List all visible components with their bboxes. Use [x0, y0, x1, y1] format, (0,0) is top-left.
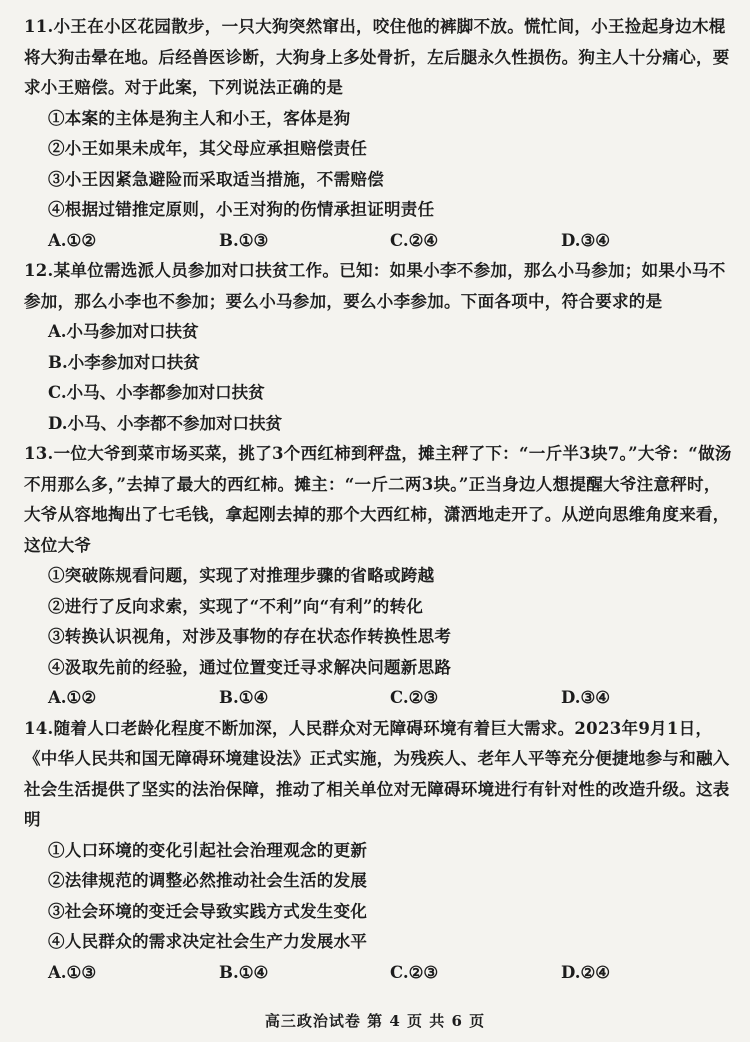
statement-3: ③转换认识视角，对涉及事物的存在状态作转换性思考 — [48, 627, 452, 646]
option-b: B.①④ — [219, 962, 269, 982]
option-d: D.小马、小李都不参加对口扶贫 — [48, 413, 282, 433]
answer-options — [24, 958, 732, 989]
option-a: A.①② — [48, 230, 97, 250]
option-a: A.①② — [48, 688, 97, 707]
question-13 — [24, 439, 732, 714]
option-b: B.小李参加对口扶贫 — [48, 352, 200, 372]
option-d: D.③④ — [561, 688, 611, 707]
statement-4: ④汲取先前的经验，通过位置变迁寻求解决问题新思路 — [48, 657, 452, 677]
question-stem: 13.一位大爷到菜市场买菜，挑了3个西红柿到秤盘，摊主秤了下：“一斤半3块7。”大爷：“做汤不用那么多，”去掉了最大的西红柿。摊主：“一斤二两3块。”正当身边人想提醒大爷注意秤时，大爷从容地掏出了七毛钱，拿起刚去掉的那个大西红柿，潇洒地走开了。从逆向思维角度来看，这位大爷 — [24, 444, 732, 555]
statement-2: ②进行了反向求索，实现了“不利”向“有利”的转化 — [48, 596, 424, 616]
answer-options — [24, 683, 732, 714]
question-stem: 11.小王在小区花园散步，一只大狗突然窜出，咬住他的裤脚不放。慌忙间，小王捡起身边木棍将大狗击晕在地。后经兽医诊断，大狗身上多处骨折，左后腿永久性损伤。狗主人十分痛心，要求小王赔偿。对于此案，下列说法正确的是 — [24, 17, 730, 97]
option-d: D.②④ — [561, 962, 611, 982]
question-11 — [24, 12, 732, 256]
option-d: D.③④ — [561, 230, 611, 250]
option-c: C.小马、小李都参加对口扶贫 — [48, 383, 265, 402]
option-a: A.小马参加对口扶贫 — [48, 322, 199, 341]
option-a: A.①③ — [48, 962, 97, 982]
statement-4: ④根据过错推定原则，小王对狗的伤情承担证明责任 — [48, 200, 435, 219]
statement-3: ③小王因紧急避险而采取适当措施，不需赔偿 — [48, 169, 384, 189]
option-b: B.①③ — [219, 230, 269, 250]
question-stem: 14.随着人口老龄化程度不断加深，人民群众对无障碍环境有着巨大需求。2023年9月1日，《中华人民共和国无障碍环境建设法》正式实施，为残疾人、老年人平等充分便捷地参与和融入社会生活提供了坚实的法治保障，推动了相关单位对无障碍环境进行有针对性的改造升级。这表明 — [24, 718, 730, 829]
statement-2: ②小王如果未成年，其父母应承担赔偿责任 — [48, 139, 368, 158]
page-footer: 高三政治试卷 第 4 页 共 6 页 — [264, 1012, 486, 1030]
option-c: C.②④ — [390, 230, 439, 250]
option-c: C.②③ — [390, 688, 439, 707]
option-b: B.①④ — [219, 688, 269, 707]
statement-4: ④人民群众的需求决定社会生产力发展水平 — [48, 932, 368, 951]
statement-2: ②法律规范的调整必然推动社会生活的发展 — [48, 871, 368, 890]
statement-1: ①本案的主体是狗主人和小王，客体是狗 — [48, 108, 351, 128]
option-c: C.②③ — [390, 962, 439, 982]
statement-1: ①人口环境的变化引起社会治理观念的更新 — [48, 840, 368, 860]
statement-1: ①突破陈规看问题，实现了对推理步骤的省略或跨越 — [48, 566, 435, 585]
question-stem: 12.某单位需选派人员参加对口扶贫工作。已知：如果小李不参加，那么小马参加；如果小马不参加，那么小李也不参加；要么小马参加，要么小李参加。下面各项中，符合要求的是 — [24, 261, 726, 311]
statement-3: ③社会环境的变迁会导致实践方式发生变化 — [48, 901, 368, 921]
answer-options — [24, 226, 732, 257]
question-14 — [24, 714, 732, 989]
question-12 — [24, 256, 732, 439]
